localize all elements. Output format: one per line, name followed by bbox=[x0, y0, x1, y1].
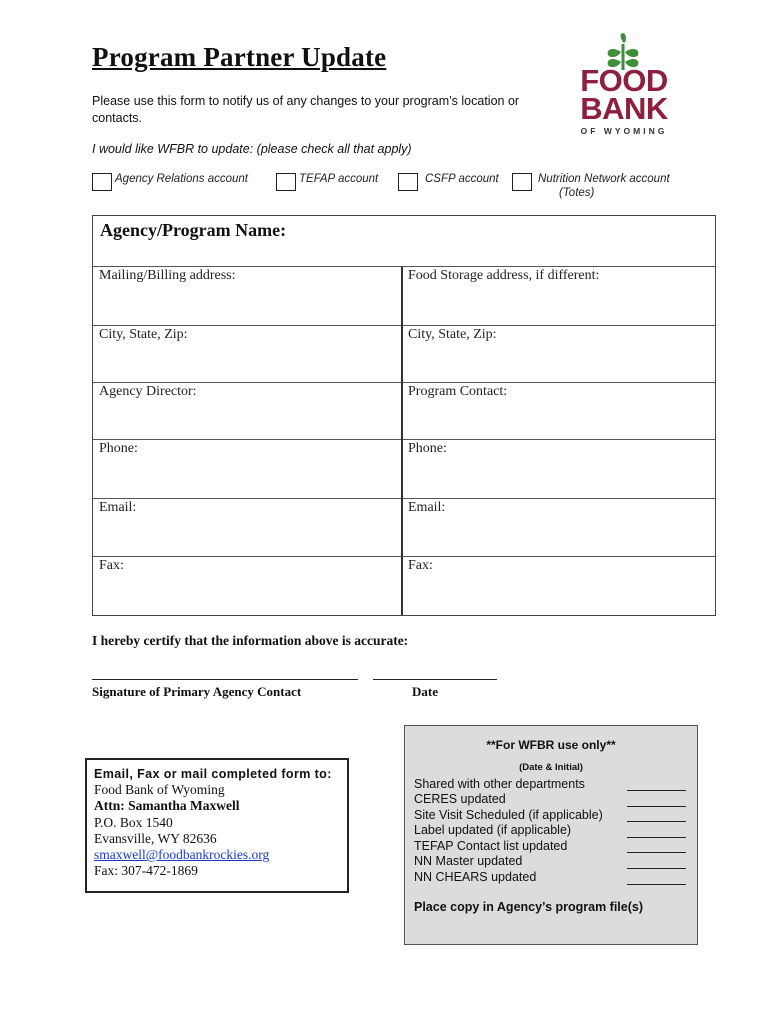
program-contact-field[interactable]: Program Contact: bbox=[408, 384, 508, 399]
checkbox-nutrition-network[interactable] bbox=[512, 173, 532, 191]
signature-label: Signature of Primary Agency Contact bbox=[92, 684, 302, 699]
wfbr-footer: Place copy in Agency’s program file(s) bbox=[414, 900, 644, 914]
certify-statement: I hereby certify that the information above is accurate: bbox=[92, 633, 409, 648]
wfbr-item: NN Master updated bbox=[414, 854, 523, 868]
director-email-field[interactable]: Email: bbox=[99, 500, 137, 515]
mail-attn: Attn: Samantha Maxwell bbox=[94, 798, 240, 814]
row-divider bbox=[93, 556, 715, 557]
wfbr-initial-line[interactable] bbox=[627, 837, 686, 838]
checkbox-agency-relations[interactable] bbox=[92, 173, 112, 191]
storage-address-field[interactable]: Food Storage address, if different: bbox=[408, 268, 600, 283]
date-label: Date bbox=[412, 684, 438, 699]
row-divider bbox=[93, 325, 715, 326]
wfbr-item: NN CHEARS updated bbox=[414, 870, 537, 884]
agency-director-field[interactable]: Agency Director: bbox=[99, 384, 197, 399]
checkbox-label-nutrition-network: Nutrition Network account bbox=[538, 173, 670, 185]
date-line[interactable] bbox=[373, 679, 497, 680]
mail-email-link[interactable]: smaxwell@foodbankrockies.org bbox=[94, 847, 270, 863]
row-divider bbox=[93, 439, 715, 440]
director-fax-field[interactable]: Fax: bbox=[99, 558, 124, 573]
logo-text-bank: BANK bbox=[580, 91, 668, 126]
update-prompt: I would like WFBR to update: (please check all that apply) bbox=[92, 142, 412, 156]
wfbr-heading: **For WFBR use only** bbox=[486, 738, 616, 752]
wfbr-item: CERES updated bbox=[414, 792, 506, 806]
mailing-instructions-box bbox=[85, 758, 349, 893]
row-divider bbox=[93, 266, 715, 267]
wfbr-initial-line[interactable] bbox=[627, 884, 686, 885]
mail-fax: Fax: 307-472-1869 bbox=[94, 863, 198, 879]
wfbr-initial-line[interactable] bbox=[627, 821, 686, 822]
column-divider bbox=[401, 267, 403, 615]
wfbr-initial-line[interactable] bbox=[627, 806, 686, 807]
mailing-address-field[interactable]: Mailing/Billing address: bbox=[99, 268, 236, 283]
wfbr-initial-line[interactable] bbox=[627, 868, 686, 869]
contact-form-table bbox=[92, 215, 716, 616]
wfbr-item: Site Visit Scheduled (if applicable) bbox=[414, 808, 603, 822]
contact-fax-field[interactable]: Fax: bbox=[408, 558, 433, 573]
wfbr-initial-line[interactable] bbox=[627, 790, 686, 791]
checkbox-sublabel-totes: (Totes) bbox=[559, 187, 595, 199]
signature-line[interactable] bbox=[92, 679, 358, 680]
checkbox-label-tefap: TEFAP account bbox=[299, 173, 379, 185]
mail-heading: Email, Fax or mail completed form to: bbox=[94, 767, 332, 781]
wfbr-subheading: (Date & Initial) bbox=[519, 762, 583, 773]
mail-box: P.O. Box 1540 bbox=[94, 814, 173, 830]
checkbox-csfp[interactable] bbox=[398, 173, 418, 191]
director-phone-field[interactable]: Phone: bbox=[99, 441, 138, 456]
storage-city-state-zip-field[interactable]: City, State, Zip: bbox=[408, 327, 497, 342]
intro-text: Please use this form to notify us of any changes to your program’s location or contacts. bbox=[92, 94, 520, 125]
checkbox-label-agency-relations: Agency Relations account bbox=[115, 173, 248, 185]
wfbr-initial-line[interactable] bbox=[627, 852, 686, 853]
mail-city: Evansville, WY 82636 bbox=[94, 830, 217, 846]
city-state-zip-field[interactable]: City, State, Zip: bbox=[99, 327, 188, 342]
wfbr-use-only-box bbox=[404, 725, 698, 945]
wfbr-item: Shared with other departments bbox=[414, 777, 585, 791]
row-divider bbox=[93, 382, 715, 383]
row-divider bbox=[93, 498, 715, 499]
food-bank-logo bbox=[568, 32, 678, 142]
checkbox-label-csfp: CSFP account bbox=[425, 173, 499, 185]
agency-name-label: Agency/Program Name: bbox=[100, 220, 287, 240]
page-title: Program Partner Update bbox=[92, 42, 387, 72]
contact-email-field[interactable]: Email: bbox=[408, 500, 446, 515]
logo-text-food: FOOD bbox=[580, 63, 668, 98]
logo-text-wyoming: OF WYOMING bbox=[580, 126, 668, 136]
checkbox-tefap[interactable] bbox=[276, 173, 296, 191]
wfbr-item: Label updated (if applicable) bbox=[414, 823, 572, 837]
wfbr-item: TEFAP Contact list updated bbox=[414, 839, 568, 853]
contact-phone-field[interactable]: Phone: bbox=[408, 441, 447, 456]
mail-org: Food Bank of Wyoming bbox=[94, 782, 225, 798]
